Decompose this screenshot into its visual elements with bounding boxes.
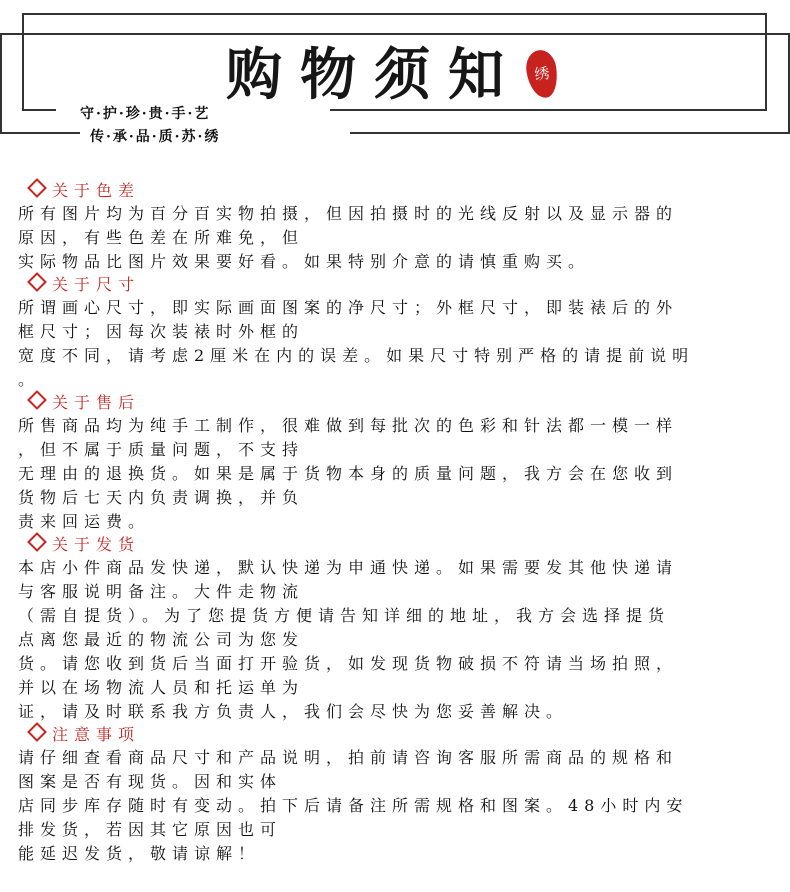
- section-title: [18, 724, 768, 746]
- section-size: [18, 274, 768, 392]
- text-line: 货物后七天内负责调换，并负: [18, 488, 305, 507]
- diamond-icon: [27, 272, 47, 292]
- motto-line-2: 传·承·品·质·苏·绣: [86, 126, 224, 146]
- text-line: 店同步库存随时有变动。拍下后请备注所需规格和图案。48小时内安: [18, 796, 689, 815]
- text-line: 实际物品比图片效果要好看。如果特别介意的请慎重购买。: [18, 252, 591, 271]
- frame-line: [765, 13, 767, 111]
- text-line: 并以在场物流人员和托运单为: [18, 678, 305, 697]
- page-title: 购物须知: [226, 42, 522, 108]
- text-line: （需自提货）。为了您提货方便请告知详细的地址，我方会选择提货: [18, 606, 671, 625]
- frame-line: [0, 33, 790, 35]
- text-line: 请仔细查看商品尺寸和产品说明，拍前请咨询客服所需商品的规格和: [18, 748, 679, 767]
- text-line: 。: [18, 370, 41, 389]
- section-shipping: [18, 534, 768, 724]
- section-title-text: 注意事项: [52, 725, 141, 744]
- section-title: [18, 534, 768, 556]
- text-line: 本店小件商品发快递，默认快递为申通快递。如果需要发其他快递请: [18, 558, 679, 577]
- section-title-text: 关于售后: [52, 393, 141, 412]
- diamond-icon: [27, 722, 47, 742]
- banner: [0, 0, 790, 150]
- section-after-sales: [18, 392, 768, 534]
- section-title-text: 关于色差: [52, 181, 141, 200]
- text-line: 能延迟发货，敬请谅解！: [18, 844, 261, 863]
- section-color-difference: [18, 180, 768, 274]
- section-notes: [18, 724, 768, 866]
- text-line: 宽度不同，请考虑2厘米在内的误差。如果尺寸特别严格的请提前说明: [18, 346, 695, 365]
- diamond-icon: [27, 532, 47, 552]
- text-line: 无理由的退换货。如果是属于货物本身的质量问题，我方会在您收到: [18, 464, 679, 483]
- text-line: 排发货，若因其它原因也可: [18, 820, 283, 839]
- frame-line: [350, 132, 790, 134]
- text-line: 点离您最近的物流公司为您发: [18, 630, 305, 649]
- text-line: 原因，有些色差在所难免，但: [18, 228, 305, 247]
- frame-line: [0, 33, 2, 133]
- text-line: 货。请您收到货后当面打开验货，如发现货物破损不符请当场拍照，: [18, 654, 679, 673]
- section-title: [18, 392, 768, 414]
- text-line: 与客服说明备注。大件走物流: [18, 582, 305, 601]
- text-line: 图案是否有现货。因和实体: [18, 772, 283, 791]
- text-line: 所售商品均为纯手工制作，很难做到每批次的色彩和针法都一模一样: [18, 416, 679, 435]
- section-title: [18, 274, 768, 296]
- section-title-text: 关于发货: [52, 535, 141, 554]
- section-title-text: 关于尺寸: [52, 275, 141, 294]
- motto-line-1: 守·护·珍·贵·手·艺: [76, 103, 214, 123]
- text-line: 责来回运费。: [18, 512, 151, 531]
- text-line: 证，请及时联系我方负责人，我们会尽快为您妥善解决。: [18, 702, 569, 721]
- text-line: ，但不属于质量问题，不支持: [18, 440, 305, 459]
- text-line: 所有图片均为百分百实物拍摄，但因拍摄时的光线反射以及显示器的: [18, 204, 679, 223]
- text-line: 框尺寸；因每次装裱时外框的: [18, 322, 305, 341]
- diamond-icon: [27, 390, 47, 410]
- section-title: [18, 180, 768, 202]
- text-line: 所谓画心尺寸，即实际画面图案的净尺寸；外框尺寸，即装裱后的外: [18, 298, 679, 317]
- notice-content: [18, 180, 768, 866]
- seal-stamp: 绣: [524, 48, 560, 100]
- frame-line: [0, 132, 80, 134]
- frame-line: [22, 13, 767, 15]
- frame-line: [22, 13, 24, 111]
- frame-line: [22, 109, 56, 111]
- diamond-icon: [27, 178, 47, 198]
